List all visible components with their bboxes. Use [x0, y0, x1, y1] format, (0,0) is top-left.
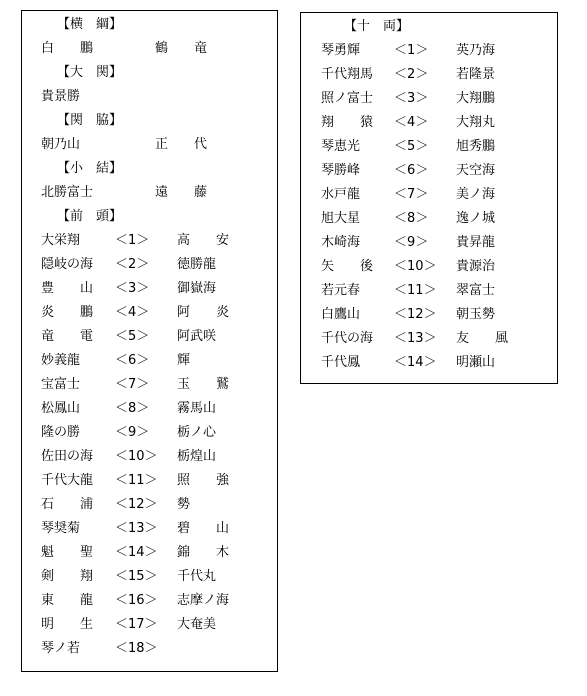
- west-wrestler: 朝玉勢: [456, 307, 496, 322]
- west-wrestler: 正 代: [155, 137, 208, 152]
- west-wrestler: 栃煌山: [177, 449, 217, 464]
- rank-number: ＜5＞: [115, 329, 150, 344]
- rank-heading: 【十 両】: [344, 19, 410, 34]
- east-wrestler: 千代鳳: [321, 355, 361, 370]
- rank-number: ＜9＞: [115, 425, 150, 440]
- west-wrestler: 錦 木: [177, 545, 230, 560]
- west-wrestler: 翠富士: [456, 283, 496, 298]
- rank-heading: 【小 結】: [57, 161, 123, 176]
- west-wrestler: 天空海: [456, 163, 496, 178]
- west-wrestler: 高 安: [177, 233, 230, 248]
- rank-number: ＜18＞: [115, 641, 158, 656]
- west-wrestler: 遠 藤: [155, 185, 208, 200]
- west-wrestler: 旭秀鵬: [456, 139, 496, 154]
- west-wrestler: 勢: [177, 497, 191, 512]
- west-wrestler: 英乃海: [456, 43, 496, 58]
- west-wrestler: 美ノ海: [456, 187, 496, 202]
- rank-number: ＜3＞: [394, 91, 429, 106]
- east-wrestler: 豊 山: [41, 281, 94, 296]
- rank-number: ＜8＞: [394, 211, 429, 226]
- east-wrestler: 白鷹山: [321, 307, 361, 322]
- east-wrestler: 貴景勝: [41, 89, 81, 104]
- rank-number: ＜13＞: [394, 331, 437, 346]
- east-wrestler: 隆の勝: [41, 425, 81, 440]
- rank-number: ＜16＞: [115, 593, 158, 608]
- west-wrestler: 鶴 竜: [155, 41, 208, 56]
- west-wrestler: 貴源治: [456, 259, 496, 274]
- east-wrestler: 隠岐の海: [41, 257, 94, 272]
- rank-number: ＜12＞: [115, 497, 158, 512]
- east-wrestler: 琴奨菊: [41, 521, 81, 536]
- rank-number: ＜14＞: [115, 545, 158, 560]
- west-wrestler: 友 風: [456, 331, 509, 346]
- rank-heading: 【関 脇】: [57, 113, 123, 128]
- west-wrestler: 栃ノ心: [177, 425, 217, 440]
- rank-number: ＜6＞: [394, 163, 429, 178]
- east-wrestler: 旭大星: [321, 211, 361, 226]
- rank-number: ＜4＞: [394, 115, 429, 130]
- rank-number: ＜6＞: [115, 353, 150, 368]
- west-wrestler: 徳勝龍: [177, 257, 217, 272]
- rank-number: ＜9＞: [394, 235, 429, 250]
- east-wrestler: 千代翔馬: [321, 67, 374, 82]
- west-wrestler: 大翔鵬: [456, 91, 496, 106]
- east-wrestler: 千代の海: [321, 331, 374, 346]
- east-wrestler: 照ノ富士: [321, 91, 374, 106]
- west-wrestler: 貴昇龍: [456, 235, 496, 250]
- rank-number: ＜8＞: [115, 401, 150, 416]
- east-wrestler: 宝富士: [41, 377, 81, 392]
- rank-heading: 【大 関】: [57, 65, 123, 80]
- rank-heading: 【前 頭】: [57, 209, 123, 224]
- rank-number: ＜11＞: [115, 473, 158, 488]
- east-wrestler: 大栄翔: [41, 233, 81, 248]
- west-wrestler: 逸ノ城: [456, 211, 496, 226]
- rank-number: ＜17＞: [115, 617, 158, 632]
- rank-number: ＜13＞: [115, 521, 158, 536]
- east-wrestler: 矢 後: [321, 259, 374, 274]
- west-wrestler: 大翔丸: [456, 115, 496, 130]
- juryo-ranking-panel: [300, 12, 558, 384]
- east-wrestler: 佐田の海: [41, 449, 94, 464]
- east-wrestler: 水戸龍: [321, 187, 361, 202]
- rank-number: ＜10＞: [115, 449, 158, 464]
- west-wrestler: 御嶽海: [177, 281, 217, 296]
- east-wrestler: 琴恵光: [321, 139, 361, 154]
- east-wrestler: 北勝富士: [41, 185, 94, 200]
- east-wrestler: 竜 電: [41, 329, 94, 344]
- east-wrestler: 朝乃山: [41, 137, 81, 152]
- east-wrestler: 東 龍: [41, 593, 94, 608]
- east-wrestler: 魁 聖: [41, 545, 94, 560]
- east-wrestler: 松鳳山: [41, 401, 81, 416]
- east-wrestler: 琴勝峰: [321, 163, 361, 178]
- west-wrestler: 霧馬山: [177, 401, 217, 416]
- rank-number: ＜11＞: [394, 283, 437, 298]
- east-wrestler: 明 生: [41, 617, 94, 632]
- rank-heading: 【横 綱】: [57, 17, 123, 32]
- west-wrestler: 照 強: [177, 473, 230, 488]
- rank-number: ＜12＞: [394, 307, 437, 322]
- east-wrestler: 炎 鵬: [41, 305, 94, 320]
- west-wrestler: 志摩ノ海: [177, 593, 230, 608]
- west-wrestler: 輝: [177, 353, 191, 368]
- rank-number: ＜15＞: [115, 569, 158, 584]
- rank-number: ＜7＞: [115, 377, 150, 392]
- west-wrestler: 碧 山: [177, 521, 230, 536]
- east-wrestler: 石 浦: [41, 497, 94, 512]
- rank-number: ＜2＞: [115, 257, 150, 272]
- rank-number: ＜1＞: [115, 233, 150, 248]
- east-wrestler: 琴勇輝: [321, 43, 361, 58]
- east-wrestler: 若元春: [321, 283, 361, 298]
- west-wrestler: 若隆景: [456, 67, 496, 82]
- rank-number: ＜2＞: [394, 67, 429, 82]
- west-wrestler: 玉 鷲: [177, 377, 230, 392]
- west-wrestler: 明瀬山: [456, 355, 496, 370]
- east-wrestler: 妙義龍: [41, 353, 81, 368]
- makuuchi-ranking-panel: [21, 10, 278, 672]
- east-wrestler: 千代大龍: [41, 473, 94, 488]
- east-wrestler: 琴ノ若: [41, 641, 81, 656]
- rank-number: ＜1＞: [394, 43, 429, 58]
- east-wrestler: 木崎海: [321, 235, 361, 250]
- rank-number: ＜7＞: [394, 187, 429, 202]
- west-wrestler: 千代丸: [177, 569, 217, 584]
- rank-number: ＜5＞: [394, 139, 429, 154]
- rank-number: ＜10＞: [394, 259, 437, 274]
- east-wrestler: 翔 猿: [321, 115, 374, 130]
- east-wrestler: 剣 翔: [41, 569, 94, 584]
- rank-number: ＜14＞: [394, 355, 437, 370]
- east-wrestler: 白 鵬: [41, 41, 94, 56]
- rank-number: ＜3＞: [115, 281, 150, 296]
- rank-number: ＜4＞: [115, 305, 150, 320]
- west-wrestler: 阿 炎: [177, 305, 230, 320]
- west-wrestler: 阿武咲: [177, 329, 217, 344]
- west-wrestler: 大奄美: [177, 617, 217, 632]
